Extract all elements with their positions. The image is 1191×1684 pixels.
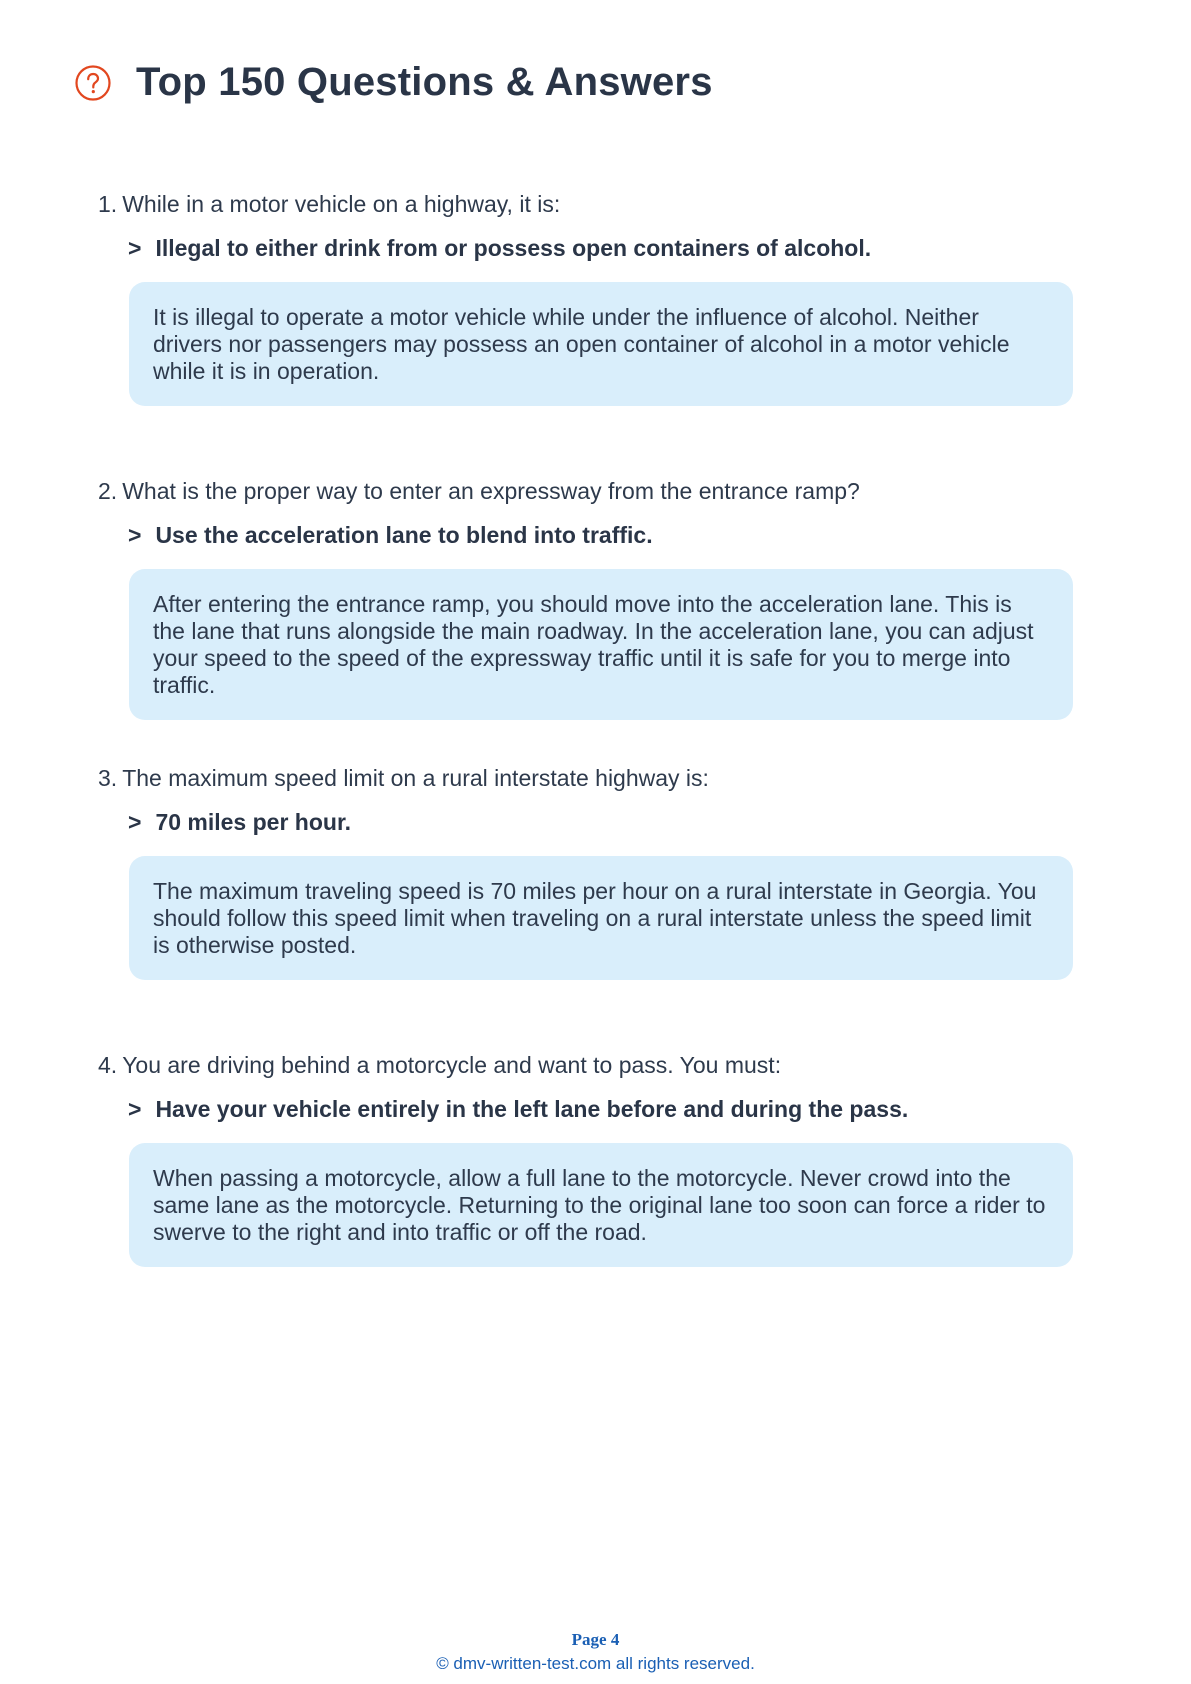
answer-text: Illegal to either drink from or possess open containers of alcohol. <box>155 235 872 261</box>
question-text <box>98 477 1121 505</box>
page-number: Page 4 <box>571 1630 620 1649</box>
page-footer <box>0 1630 1191 1675</box>
question-number: 3. <box>98 765 118 791</box>
question-text <box>98 764 1121 792</box>
question-label: What is the proper way to enter an expressway from the entrance ramp? <box>122 478 860 504</box>
page-title: Top 150 Questions & Answers <box>136 60 713 104</box>
question-label: You are driving behind a motorcycle and want to pass. You must: <box>122 1052 782 1078</box>
explanation-box: It is illegal to operate a motor vehicle while under the influence of alcohol. Neither drivers nor passengers may possess an open container of alcohol in a motor vehicle while it is in operation. <box>129 282 1073 406</box>
explanation-box: After entering the entrance ramp, you should move into the acceleration lane. This is the lane that runs alongside the main roadway. In the acceleration lane, you can adjust your speed to the speed of the expressway traffic until it is safe for you to merge into traffic. <box>129 569 1073 720</box>
answer <box>128 808 1121 836</box>
answer-text: Have your vehicle entirely in the left lane before and during the pass. <box>155 1096 909 1122</box>
answer <box>128 1095 1121 1123</box>
question-number: 1. <box>98 191 118 217</box>
answer-text: 70 miles per hour. <box>155 809 352 835</box>
question-label: The maximum speed limit on a rural interstate highway is: <box>122 765 709 791</box>
chevron-right-icon: > <box>128 235 142 261</box>
question-label: While in a motor vehicle on a highway, it is: <box>122 191 561 217</box>
chevron-right-icon: > <box>128 1096 142 1122</box>
question-circle-icon <box>74 64 112 102</box>
explanation-box: When passing a motorcycle, allow a full lane to the motorcycle. Never crowd into the same lane as the motorcycle. Returning to the original lane too soon can force a rider to swerve to the right and into traffic or off the road. <box>129 1143 1073 1267</box>
question-number: 4. <box>98 1052 118 1078</box>
qa-item-2 <box>98 477 1121 720</box>
chevron-right-icon: > <box>128 809 142 835</box>
answer-text: Use the acceleration lane to blend into traffic. <box>155 522 653 548</box>
page-header <box>74 60 713 105</box>
answer <box>128 234 1121 262</box>
qa-item-4 <box>98 1051 1121 1267</box>
copyright-link[interactable]: © dmv-written-test.com all rights reserved. <box>436 1654 755 1673</box>
qa-item-3 <box>98 764 1121 980</box>
explanation-box: The maximum traveling speed is 70 miles per hour on a rural interstate in Georgia. You should follow this speed limit when traveling on a rural interstate unless the speed limit is otherwise posted. <box>129 856 1073 980</box>
question-text <box>98 1051 1121 1079</box>
question-text <box>98 190 1121 218</box>
answer <box>128 521 1121 549</box>
chevron-right-icon: > <box>128 522 142 548</box>
question-number: 2. <box>98 478 118 504</box>
qa-item-1 <box>98 190 1121 406</box>
